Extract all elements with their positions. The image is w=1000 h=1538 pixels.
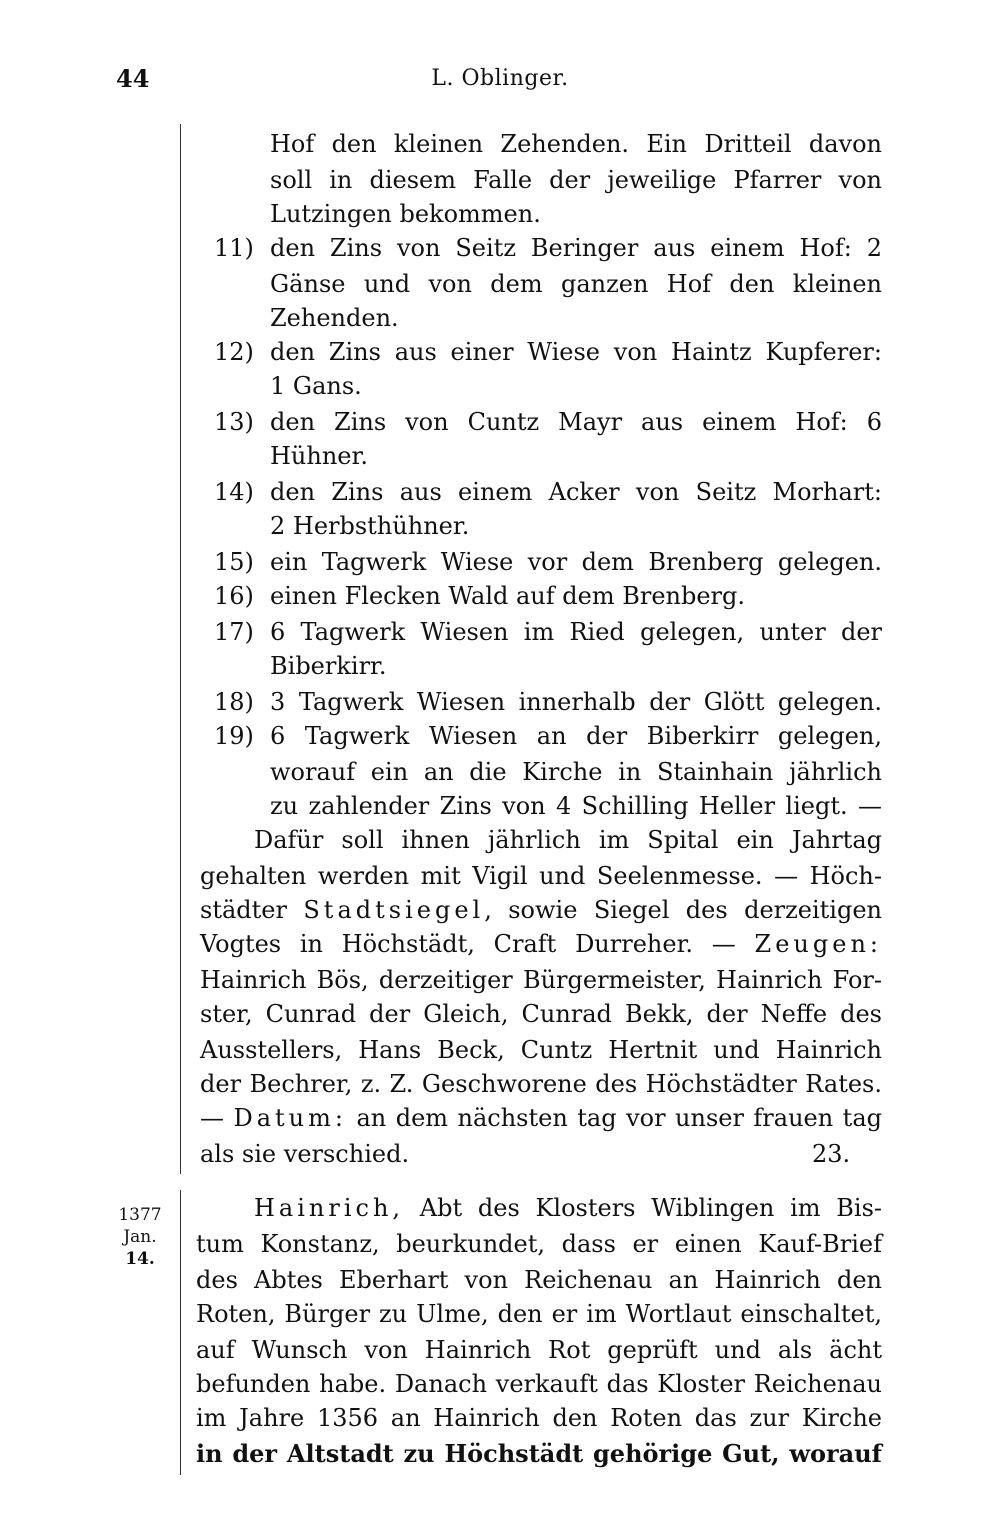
- text-line: 2 Herbsthühner.: [270, 512, 470, 540]
- text-line: Roten, Bürger zu Ulme, den er im Wortlaut einschaltet,: [196, 1300, 882, 1328]
- text-fragment: —: [200, 1104, 224, 1132]
- item-number: 18): [214, 688, 254, 716]
- item-number: 15): [214, 548, 254, 576]
- text-line: den Zins aus einer Wiese von Haintz Kupferer:: [270, 338, 882, 366]
- spaced-term: Datum:: [233, 1104, 347, 1132]
- text-line: gehalten werden mit Vigil und Seelenmesse. — Höch-: [200, 862, 882, 890]
- item-number: 12): [214, 338, 254, 366]
- spaced-term: Stadtsiegel: [303, 896, 485, 924]
- margin-rule-lower: [180, 1190, 181, 1475]
- text-fragment: städter: [200, 896, 287, 924]
- margin-date-note: [112, 1204, 168, 1270]
- text-line: ster, Cunrad der Gleich, Cunrad Bekk, der Neffe des: [200, 1000, 882, 1028]
- text-line: in der Altstadt zu Höchstädt gehörige Gut, worauf: [196, 1439, 882, 1468]
- text-line: Zehenden.: [270, 304, 399, 332]
- text-line: als sie verschied.: [200, 1140, 410, 1168]
- text-line: 1 Gans.: [270, 372, 362, 400]
- text-line: einen Flecken Wald auf dem Brenberg.: [270, 582, 746, 610]
- text-line: Hühner.: [270, 442, 368, 470]
- item-number: 19): [214, 722, 254, 750]
- text-line: soll in diesem Falle der jeweilige Pfarrer von: [270, 166, 882, 194]
- text-line: 3 Tagwerk Wiesen innerhalb der Glött gelegen.: [270, 688, 882, 716]
- item-number: 14): [214, 478, 254, 506]
- text-line: worauf ein an die Kirche in Stainhain jährlich: [270, 758, 882, 786]
- item-number: 13): [214, 408, 254, 436]
- text-line: [254, 1190, 882, 1226]
- text-line: [200, 1100, 882, 1136]
- text-line: Ausstellers, Hans Beck, Cuntz Hertnit und Hainrich: [200, 1036, 882, 1064]
- text-line: Gänse und von dem ganzen Hof den kleinen: [270, 270, 882, 298]
- item-number: 11): [214, 234, 254, 262]
- text-line: Lutzingen bekommen.: [270, 200, 541, 228]
- text-line: auf Wunsch von Hainrich Rot geprüft und als ächt: [196, 1336, 882, 1364]
- text-fragment: an dem nächsten tag vor unser frauen tag: [356, 1104, 882, 1132]
- running-head: L. Oblinger.: [431, 66, 569, 91]
- text-line: befunden habe. Danach verkauft das Kloster Reichenau: [196, 1370, 882, 1398]
- item-number: 16): [214, 582, 254, 610]
- text-line: des Abtes Eberhart von Reichenau an Hainrich den: [196, 1266, 882, 1294]
- text-line: ein Tagwerk Wiese vor dem Brenberg gelegen.: [270, 548, 882, 576]
- spaced-term: Hainrich,: [254, 1194, 405, 1222]
- text-line: im Jahre 1356 an Hainrich den Roten das zur Kirche: [196, 1404, 882, 1432]
- text-line: tum Konstanz, beurkundet, dass er einen Kauf-Brief: [196, 1230, 882, 1258]
- document-number: 23.: [812, 1140, 851, 1168]
- text-line: Biberkirr.: [270, 652, 387, 680]
- text-line: den Zins aus einem Acker von Seitz Morhart:: [270, 478, 882, 506]
- spaced-term: Zeugen:: [754, 930, 882, 958]
- margin-day: 14.: [125, 1249, 155, 1269]
- text-line: Hof den kleinen Zehenden. Ein Dritteil davon: [270, 130, 882, 158]
- text-line: den Zins von Seitz Beringer aus einem Hof: 2: [270, 234, 882, 262]
- text-fragment: Vogtes in Höchstädt, Craft Durreher. —: [200, 930, 736, 958]
- margin-year: 1377: [118, 1205, 162, 1225]
- text-line: den Zins von Cuntz Mayr aus einem Hof: 6: [270, 408, 882, 436]
- text-line: [200, 926, 882, 962]
- text-line: zu zahlender Zins von 4 Schilling Heller liegt. —: [270, 792, 882, 820]
- margin-rule-upper: [180, 124, 181, 1174]
- margin-month: Jan.: [123, 1227, 157, 1247]
- text-fragment: Abt des Klosters Wiblingen im Bis-: [419, 1194, 882, 1222]
- item-number: 17): [214, 618, 254, 646]
- text-line: 6 Tagwerk Wiesen im Ried gelegen, unter der: [270, 618, 882, 646]
- text-line: [200, 892, 882, 928]
- text-line: 6 Tagwerk Wiesen an der Biberkirr gelegen,: [270, 722, 882, 750]
- text-line: Hainrich Bös, derzeitiger Bürgermeister, Hainrich For-: [200, 966, 882, 994]
- text-line: der Bechrer, z. Z. Geschworene des Höchstädter Rates.: [200, 1070, 882, 1098]
- text-fragment: , sowie Siegel des derzeitigen: [484, 896, 882, 924]
- page-number: 44: [116, 64, 150, 93]
- text-line: Dafür soll ihnen jährlich im Spital ein Jahrtag: [254, 826, 882, 854]
